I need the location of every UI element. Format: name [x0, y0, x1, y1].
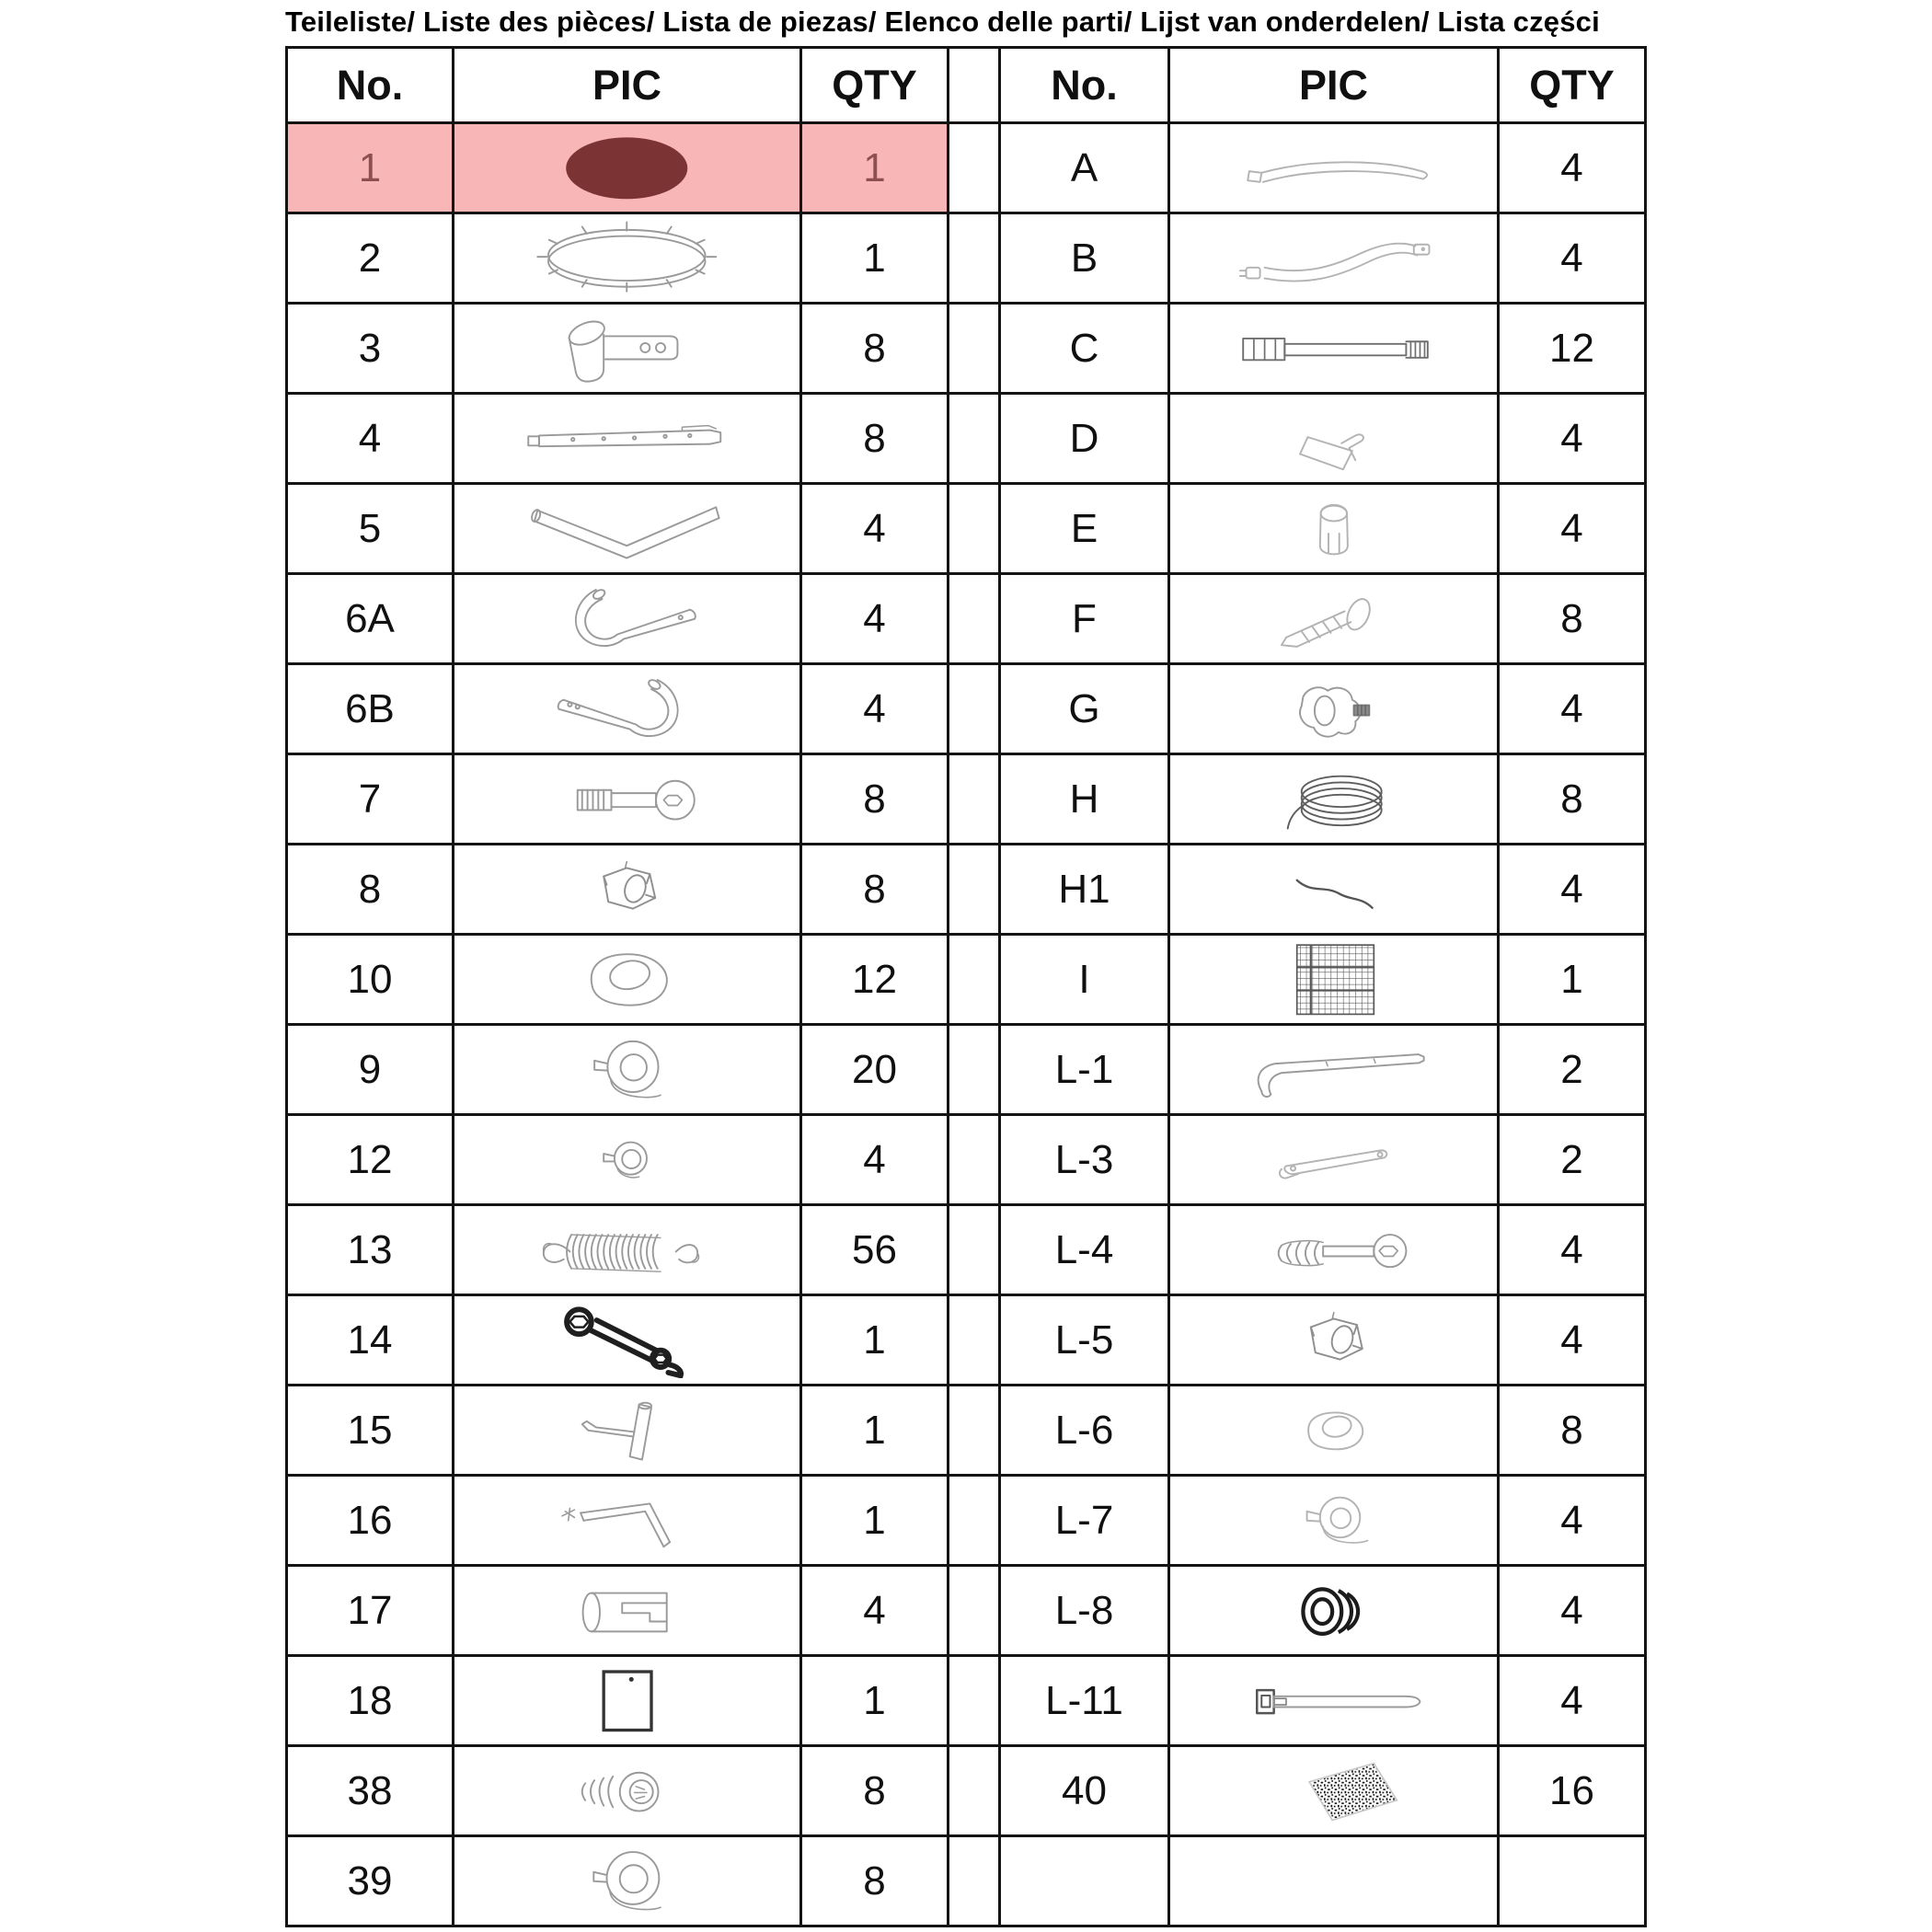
part-no-cell: G [1001, 665, 1170, 755]
dome-lock-nut-icon [1170, 1296, 1497, 1384]
part-qty-cell: 4 [1500, 845, 1647, 936]
column-header-qty: QTY [1500, 49, 1647, 124]
part-qty-cell: 4 [802, 1567, 949, 1657]
tension-spring-icon [454, 1206, 799, 1294]
part-pic-cell [454, 845, 802, 936]
lock-nut-icon [454, 845, 799, 933]
part-no-cell: L-4 [1001, 1206, 1170, 1296]
part-pic-cell [1170, 485, 1500, 575]
table-gap-spacer [949, 305, 1001, 395]
part-qty-cell: 4 [802, 575, 949, 665]
part-qty-cell: 4 [1500, 1296, 1647, 1386]
part-no-cell: H1 [1001, 845, 1170, 936]
part-pic-cell [1170, 1296, 1500, 1386]
part-no-cell: H [1001, 755, 1170, 845]
part-pic-cell [454, 665, 802, 755]
socket-bolt-icon [454, 755, 799, 843]
short-wire-icon [1170, 845, 1497, 933]
wood-screw-icon [1170, 575, 1497, 662]
split-washer-large-icon [454, 1837, 799, 1925]
part-qty-cell: 4 [1500, 395, 1647, 485]
table-gap-spacer [949, 1206, 1001, 1296]
part-no-cell: I [1001, 936, 1170, 1026]
part-pic-cell [454, 305, 802, 395]
part-no-cell: L-7 [1001, 1477, 1170, 1567]
part-pic-cell [1170, 845, 1500, 936]
t-joint-icon [454, 305, 799, 392]
part-qty-cell [1500, 1837, 1647, 1927]
part-qty-cell: 8 [1500, 1386, 1647, 1477]
split-washer-icon [454, 1026, 799, 1113]
part-no-cell: 7 [288, 755, 454, 845]
table-gap-spacer [949, 1837, 1001, 1927]
table-gap-spacer [949, 49, 1001, 124]
part-qty-cell: 1 [802, 1296, 949, 1386]
tapping-screw-icon [454, 1747, 799, 1834]
part-no-cell: E [1001, 485, 1170, 575]
j-pole-icon [1170, 1026, 1497, 1113]
part-pic-cell [1170, 1116, 1500, 1206]
part-pic-cell [1170, 305, 1500, 395]
part-qty-cell: 4 [1500, 485, 1647, 575]
part-qty-cell: 8 [802, 395, 949, 485]
part-no-cell [1001, 1837, 1170, 1927]
threaded-rod-icon [1170, 305, 1497, 392]
part-qty-cell: 2 [1500, 1026, 1647, 1116]
part-pic-cell [454, 1386, 802, 1477]
frame-ring-icon [454, 214, 799, 302]
part-no-cell: 2 [288, 214, 454, 305]
part-qty-cell: 16 [1500, 1747, 1647, 1837]
part-no-cell: 5 [288, 485, 454, 575]
part-qty-cell: 12 [802, 936, 949, 1026]
coiled-cord-icon [1170, 755, 1497, 843]
part-qty-cell: 4 [1500, 665, 1647, 755]
part-pic-cell [454, 1116, 802, 1206]
part-pic-cell [1170, 1657, 1500, 1747]
table-gap-spacer [949, 485, 1001, 575]
part-no-cell: 12 [288, 1116, 454, 1206]
part-no-cell: 40 [1001, 1747, 1170, 1837]
grip-pad-icon [1170, 1747, 1497, 1834]
part-qty-cell: 8 [802, 845, 949, 936]
split-washer-small-icon [1170, 1477, 1497, 1564]
spring-bolt-icon [1170, 1206, 1497, 1294]
part-qty-cell: 4 [802, 485, 949, 575]
part-pic-cell [1170, 1477, 1500, 1567]
part-pic-cell [1170, 395, 1500, 485]
column-header-pic: PIC [454, 49, 802, 124]
pole-cap-icon [1170, 485, 1497, 572]
table-gap-spacer [949, 124, 1001, 214]
part-no-cell: 17 [288, 1567, 454, 1657]
small-washer-icon [454, 1116, 799, 1203]
s-curved-pole-icon [1170, 214, 1497, 302]
part-qty-cell: 1 [802, 1477, 949, 1567]
part-pic-cell [1170, 1206, 1500, 1296]
part-pic-cell [454, 124, 802, 214]
spring-puller-icon [454, 1386, 799, 1474]
table-gap-spacer [949, 1116, 1001, 1206]
part-pic-cell [454, 1657, 802, 1747]
part-pic-cell [454, 1206, 802, 1296]
part-qty-cell: 4 [1500, 124, 1647, 214]
part-no-cell: L-5 [1001, 1296, 1170, 1386]
column-header-no: No. [1001, 49, 1170, 124]
part-qty-cell: 1 [802, 214, 949, 305]
table-gap-spacer [949, 214, 1001, 305]
grommet-icon [1170, 1567, 1497, 1654]
table-gap-spacer [949, 1567, 1001, 1657]
part-no-cell: 6B [288, 665, 454, 755]
part-no-cell: F [1001, 575, 1170, 665]
part-no-cell: 14 [288, 1296, 454, 1386]
part-pic-cell [454, 575, 802, 665]
part-pic-cell [454, 936, 802, 1026]
safety-net-icon [1170, 936, 1497, 1023]
part-no-cell: D [1001, 395, 1170, 485]
part-no-cell: C [1001, 305, 1170, 395]
part-no-cell: L-11 [1001, 1657, 1170, 1747]
part-pic-cell [454, 1026, 802, 1116]
part-no-cell: L-1 [1001, 1026, 1170, 1116]
part-qty-cell: 56 [802, 1206, 949, 1296]
star-knob-icon [1170, 665, 1497, 753]
part-qty-cell: 8 [802, 305, 949, 395]
part-qty-cell: 8 [1500, 575, 1647, 665]
part-pic-cell [1170, 575, 1500, 665]
part-qty-cell: 8 [1500, 755, 1647, 845]
column-header-no: No. [288, 49, 454, 124]
part-pic-cell [1170, 1567, 1500, 1657]
part-no-cell: 16 [288, 1477, 454, 1567]
table-gap-spacer [949, 845, 1001, 936]
page-title: Teileliste/ Liste des pièces/ Lista de piezas/ Elenco delle parti/ Lijst van onderdelen/ Lista części [285, 6, 1600, 38]
part-qty-cell: 1 [1500, 936, 1647, 1026]
frame-rail-icon [454, 395, 799, 482]
part-no-cell: L-6 [1001, 1386, 1170, 1477]
part-qty-cell: 4 [1500, 1567, 1647, 1657]
part-pic-cell [1170, 214, 1500, 305]
clamp-sleeve-icon [454, 1567, 799, 1654]
part-no-cell: 15 [288, 1386, 454, 1477]
curved-leg-a-icon [454, 575, 799, 662]
v-leg-tube-icon [454, 485, 799, 572]
part-no-cell: 4 [288, 395, 454, 485]
part-no-cell: 38 [288, 1747, 454, 1837]
part-no-cell: 13 [288, 1206, 454, 1296]
part-qty-cell: 12 [1500, 305, 1647, 395]
table-gap-spacer [949, 575, 1001, 665]
part-qty-cell: 2 [1500, 1116, 1647, 1206]
table-gap-spacer [949, 395, 1001, 485]
part-no-cell: B [1001, 214, 1170, 305]
part-qty-cell: 8 [802, 1747, 949, 1837]
part-no-cell: 10 [288, 936, 454, 1026]
part-qty-cell: 8 [802, 1837, 949, 1927]
part-no-cell: L-3 [1001, 1116, 1170, 1206]
part-qty-cell: 20 [802, 1026, 949, 1116]
part-no-cell: L-8 [1001, 1567, 1170, 1657]
part-no-cell: 6A [288, 575, 454, 665]
part-pic-cell [1170, 1026, 1500, 1116]
table-gap-spacer [949, 665, 1001, 755]
cable-tie-icon [1170, 1657, 1497, 1744]
link-strap-icon [1170, 1116, 1497, 1203]
trampoline-mat-icon [454, 124, 799, 212]
table-gap-spacer [949, 936, 1001, 1026]
table-gap-spacer [949, 1026, 1001, 1116]
part-no-cell: 18 [288, 1657, 454, 1747]
allen-key-icon [454, 1477, 799, 1564]
part-pic-cell [1170, 755, 1500, 845]
curved-washer-small-icon [1170, 1386, 1497, 1474]
pole-clamp-icon [1170, 395, 1497, 482]
curved-pole-icon [1170, 124, 1497, 212]
part-pic-cell [454, 395, 802, 485]
table-gap-spacer [949, 755, 1001, 845]
part-no-cell: 3 [288, 305, 454, 395]
part-pic-cell [454, 1296, 802, 1386]
part-no-cell: 9 [288, 1026, 454, 1116]
part-pic-cell [454, 1837, 802, 1927]
part-qty-cell: 4 [1500, 1657, 1647, 1747]
part-pic-cell [454, 485, 802, 575]
part-qty-cell: 4 [802, 665, 949, 755]
part-pic-cell [454, 214, 802, 305]
part-pic-cell [1170, 124, 1500, 214]
part-pic-cell [1170, 1747, 1500, 1837]
part-qty-cell: 1 [802, 1657, 949, 1747]
part-pic-cell [454, 755, 802, 845]
column-header-pic: PIC [1170, 49, 1500, 124]
table-gap-spacer [949, 1657, 1001, 1747]
name-plate-icon [454, 1657, 799, 1744]
part-no-cell: 1 [288, 124, 454, 214]
part-qty-cell: 4 [1500, 1206, 1647, 1296]
part-qty-cell: 8 [802, 755, 949, 845]
part-pic-cell [454, 1477, 802, 1567]
column-header-qty: QTY [802, 49, 949, 124]
part-qty-cell: 4 [1500, 214, 1647, 305]
table-gap-spacer [949, 1296, 1001, 1386]
table-gap-spacer [949, 1386, 1001, 1477]
part-pic-cell [1170, 936, 1500, 1026]
part-pic-cell [454, 1567, 802, 1657]
part-qty-cell: 1 [802, 1386, 949, 1477]
part-pic-cell [454, 1747, 802, 1837]
part-pic-cell [1170, 665, 1500, 755]
part-no-cell: 8 [288, 845, 454, 936]
part-qty-cell: 1 [802, 124, 949, 214]
table-gap-spacer [949, 1477, 1001, 1567]
spring-wrench-icon [454, 1296, 799, 1384]
table-gap-spacer [949, 1747, 1001, 1837]
part-pic-cell [1170, 1386, 1500, 1477]
curved-leg-b-icon [454, 665, 799, 753]
part-qty-cell: 4 [1500, 1477, 1647, 1567]
curved-washer-icon [454, 936, 799, 1023]
part-qty-cell: 4 [802, 1116, 949, 1206]
part-no-cell: 39 [288, 1837, 454, 1927]
part-pic-cell [1170, 1837, 1500, 1927]
parts-tables-grid [285, 46, 1647, 1927]
part-no-cell: A [1001, 124, 1170, 214]
